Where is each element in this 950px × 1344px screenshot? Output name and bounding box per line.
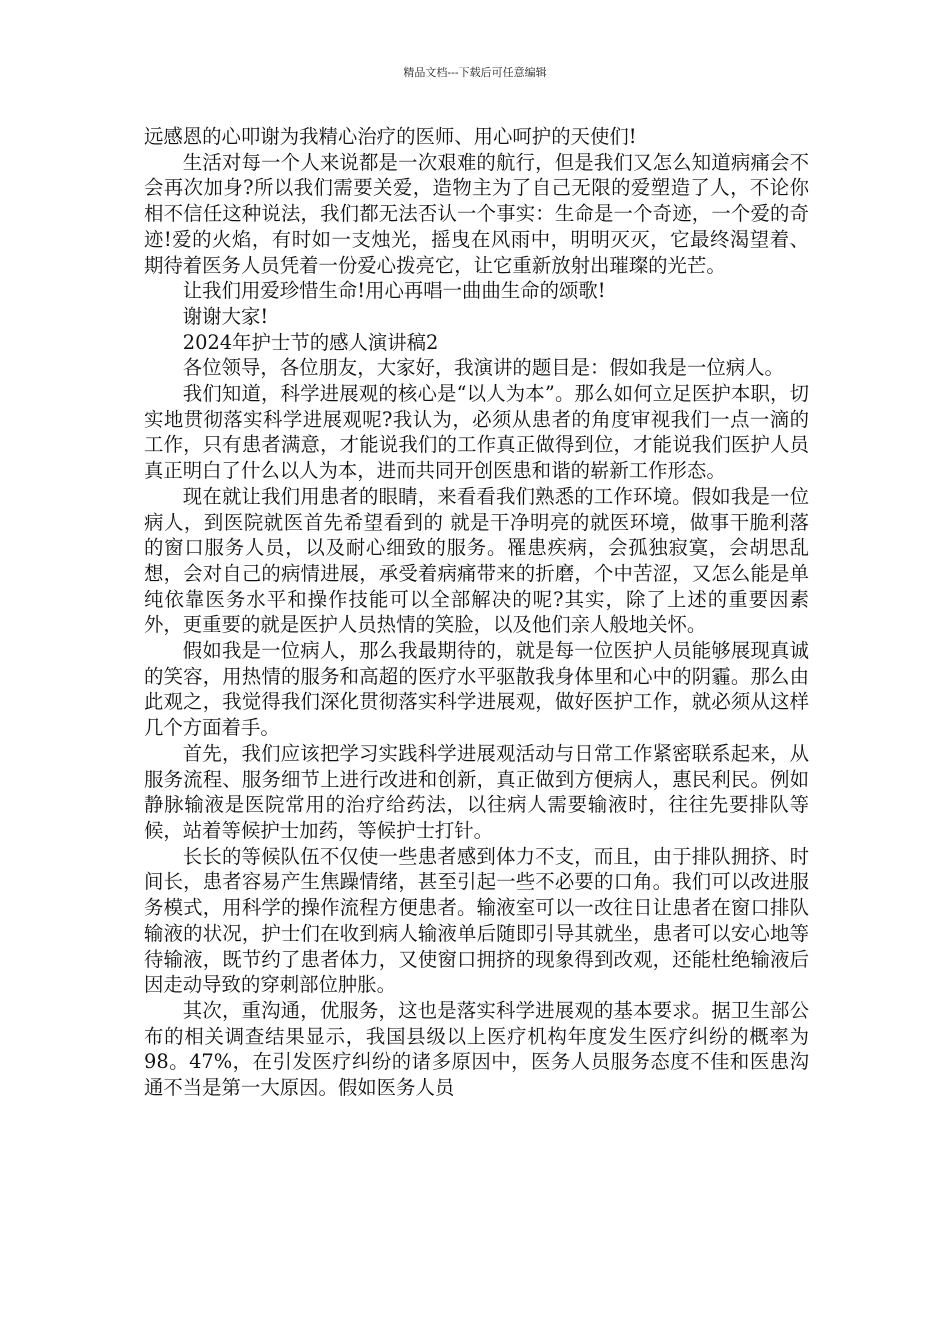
paragraph-greeting: 各位领导，各位朋友，大家好，我演讲的题目是：假如我是一位病人。	[182, 356, 784, 380]
document-body	[144, 124, 809, 1101]
paragraph: 假如我是一位病人，那么我最期待的，就是每一位医护人员能够展现真诚的笑容，用热情的服务和高超的医疗水平驱散我身体里和心中的阴霾。那么由此观之，我觉得我们深化贯彻落实科学进展观，做好医护工作，就必须从这样几个方面着手。	[144, 639, 809, 740]
paragraph: 现在就让我们用患者的眼睛，来看看我们熟悉的工作环境。假如我是一位病人，到医院就医首先希望看到的 就是干净明亮的就医环境，做事干脆利落的窗口服务人员，以及耐心细致的服务。罹患疾病，会孤独寂寞，会胡思乱想，会对自己的病情进展，承受着病痛带来的折磨，个中苦涩，又怎么能是单纯依靠医务水平和操作技能可以全部解决的呢?其实，除了上述的重要因素外，更重要的就是医护人员热情的笑脸，以及他们亲人般地关怀。	[144, 484, 809, 637]
paragraph: 首先，我们应该把学习实践科学进展观活动与日常工作紧密联系起来，从服务流程、服务细节上进行改进和创新，真正做到方便病人，惠民利民。例如静脉输液是医院常用的治疗给药法，以往病人需要输液时，往往先要排队等候，站着等候护士加药，等候护士打针。	[144, 741, 809, 842]
page-header: 精品文档---下载后可任意编辑	[403, 66, 547, 79]
paragraph: 让我们用爱珍惜生命!用心再唱一曲曲生命的颂歌!	[182, 279, 606, 303]
paragraph: 生活对每一个人来说都是一次艰难的航行，但是我们又怎么知道病痛会不会再次加身?所以我们需要关爱，造物主为了自己无限的爱塑造了人，不论你相不信任这种说法，我们都无法否认一个事实：生命是一个奇迹，一个爱的奇迹!爱的火焰，有时如一支烛光，摇曳在风雨中，明明灭灭，它最终渴望着、期待着医务人员凭着一份爱心拨亮它，让它重新放射出璀璨的光芒。	[144, 150, 809, 277]
section-title: 2024年护士节的感人演讲稿2	[182, 330, 439, 354]
paragraph: 长长的等候队伍不仅使一些患者感到体力不支，而且，由于排队拥挤、时间长，患者容易产生焦躁情绪，甚至引起一些不必要的口角。我们可以改进服务模式，用科学的操作流程方便患者。输液室可以一改往日让患者在窗口排队输液的状况，护士们在收到病人输液单后随即引导其就坐，患者可以安心地等待输液，既节约了患者体力，又使窗口拥挤的现象得到改观，还能杜绝输液后因走动导致的穿刺部位肿胀。	[144, 844, 809, 997]
paragraph-thanks: 谢谢大家!	[182, 304, 269, 328]
paragraph: 其次，重沟通，优服务，这也是落实科学进展观的基本要求。据卫生部公布的相关调查结果显示，我国县级以上医疗机构年度发生医疗纠纷的概率为98。47%，在引发医疗纠纷的诸多原因中，医务人员服务态度不佳和医患沟通不当是第一大原因。假如医务人员	[144, 998, 809, 1100]
paragraph-continuation: 远感恩的心叩谢为我精心治疗的医师、用心呵护的天使们!	[144, 125, 637, 148]
paragraph: 我们知道，科学进展观的核心是“以人为本”。那么如何立足医护本职，切实地贯彻落实科学进展观呢?我认为，必须从患者的角度审视我们一点一滴的工作，只有患者满意，才能说我们的工作真正做得到位，才能说我们医护人员真正明白了什么以人为本，进而共同开创医患和谐的崭新工作形态。	[144, 382, 809, 483]
